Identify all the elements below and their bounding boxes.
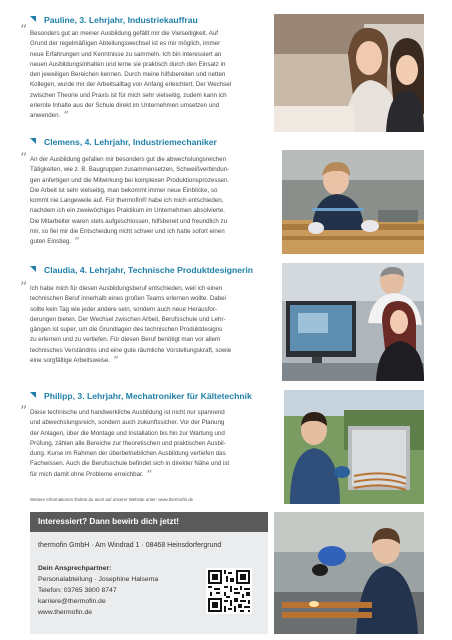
section-heading-claudia: Claudia, 4. Lehrjahr, Technische Produktdesignerin — [30, 265, 253, 275]
photo-pauline — [274, 14, 424, 132]
cta-text: Interessiert? Dann bewirb dich jetzt! — [38, 517, 180, 526]
close-quote-mark: “ — [146, 467, 153, 481]
website-footnote: Weitere Informationen findest du auch auf unserer Website unter: www.thermofin.de — [30, 497, 194, 502]
photo-claudia — [282, 263, 424, 381]
contact-title: Dein Ansprechpartner: — [38, 565, 112, 572]
open-quote-mark: ” — [20, 280, 28, 296]
section-heading-philipp: Philipp, 3. Lehrjahr, Mechatroniker für Kältetechnik — [30, 391, 252, 401]
section-heading-clemens: Clemens, 4. Lehrjahr, Industriemechaniker — [30, 137, 217, 147]
qr-code-icon[interactable] — [206, 568, 252, 614]
triangle-marker-icon — [30, 266, 36, 272]
photo-philipp — [284, 390, 424, 504]
open-quote-mark: ” — [20, 23, 28, 39]
testimonial-text-clemens: An der Ausbildung gefallen mir besonders gut die abwechslungsreichen Tätigkeiten, wie z. B. Baugruppen zusammensetzen, Schweißverbindun- gen anfertigen und die Mitwirkung bei komplexen Produktionsprozessen. Die Arbeit ist sehr vielseitig, man bekommt immer neue Einblicke, so kommt nie Langeweile auf. Für thermofin® habe ich mich entschieden, nachdem ich ein zweiwöchiges Praktikum im Unternehmen absolvierte. Die Mitarbeiter waren stets aufgeschlossen, hilfsbereit und freundlich zu mir, so fiel mir die Entscheidung nicht schwer und ich hatte sofort einen guten Einstieg. “ — [30, 156, 230, 249]
testimonial-text-pauline: Besonders gut an meiner Ausbildung gefällt mir die Vielseitigkeit. Auf Grund der regelmäßigen Abteilungswechsel ist es mir möglich, immer neue Erfahrungen und Kenntnisse zu sammeln. Ich bin interessiert an neuen Ausbildungsinhalten und lerne sie praktisch durch den Einsatz in den jeweiligen Bereichen kennen. Durch meine hilfsbereiten und netten Kollegen, wurde mir der Arbeitsalltag von Anfang erleichtert. Der Wechsel zwischen Theorie und Praxis ist für mich sehr vielseitig, zudem kann ich erlernte Inhalte aus der Schule direkt im Unternehmen umsetzen und anwenden. “ — [30, 30, 232, 123]
triangle-marker-icon — [30, 138, 36, 144]
triangle-marker-icon — [30, 392, 36, 398]
section-heading-pauline: Pauline, 3. Lehrjahr, Industriekauffrau — [30, 15, 198, 25]
contact-email[interactable]: karriere@thermofin.de — [38, 598, 106, 605]
open-quote-mark: ” — [20, 151, 28, 167]
contact-phone: Telefon: 03765 3800 8747 — [38, 587, 117, 594]
photo-clemens — [282, 150, 424, 254]
cta-banner — [30, 512, 268, 532]
close-quote-mark: “ — [63, 109, 69, 123]
contact-website[interactable]: www.thermofin.de — [38, 609, 93, 616]
close-quote-mark: “ — [113, 354, 119, 368]
testimonial-text-claudia: Ich habe mich für diesen Ausbildungsberuf entschieden, weil ich einen technischen Beruf innerhalb eines großen Teams erlernen wollte. Dabei sollte kein Tag wie jeder andere sein, sondern auch neue Herausfor- derungen bieten. Der Wechsel zwischen Arbeit, Berufsschule und Lehr- gängen ist super, um die Grundlagen des technischen Produktdesigns zu erlernen und zu vertiefen. Für diesen Beruf benötigt man vor allem technisches Verständnis und eine gute räumliche Vorstellungskraft, sowie eine sorgfältige Arbeitsweise. “ — [30, 285, 232, 368]
company-address: thermofin GmbH · Am Windrad 1 · 08468 Heinsdorfergrund — [38, 542, 222, 549]
open-quote-mark: ” — [20, 404, 28, 420]
close-quote-mark: “ — [73, 235, 80, 249]
triangle-marker-icon — [30, 16, 36, 22]
contact-box — [30, 532, 268, 634]
photo-welding — [274, 512, 424, 634]
testimonial-text-philipp: Diese technische und handwerkliche Ausbildung ist nicht nur spannend und abwechslungsreich, sondern auch zukunftssicher. Vor der Planung der Anlagen, über die Montage und Installation bis hin zur Wartung und Prüfung, zählen alle Bereiche zur theoretischen und praktischen Ausbil- dung. Kurse im Rahmen der überbetrieblichen Ausbildung vertiefen das Fachwissen. Auch die Berufsschule befindet sich in direkter Nähe und ist für mich damit ohne Probleme erreichbar. “ — [30, 409, 230, 481]
contact-department: Personalabteilung · Josephine Halsema — [38, 576, 159, 583]
